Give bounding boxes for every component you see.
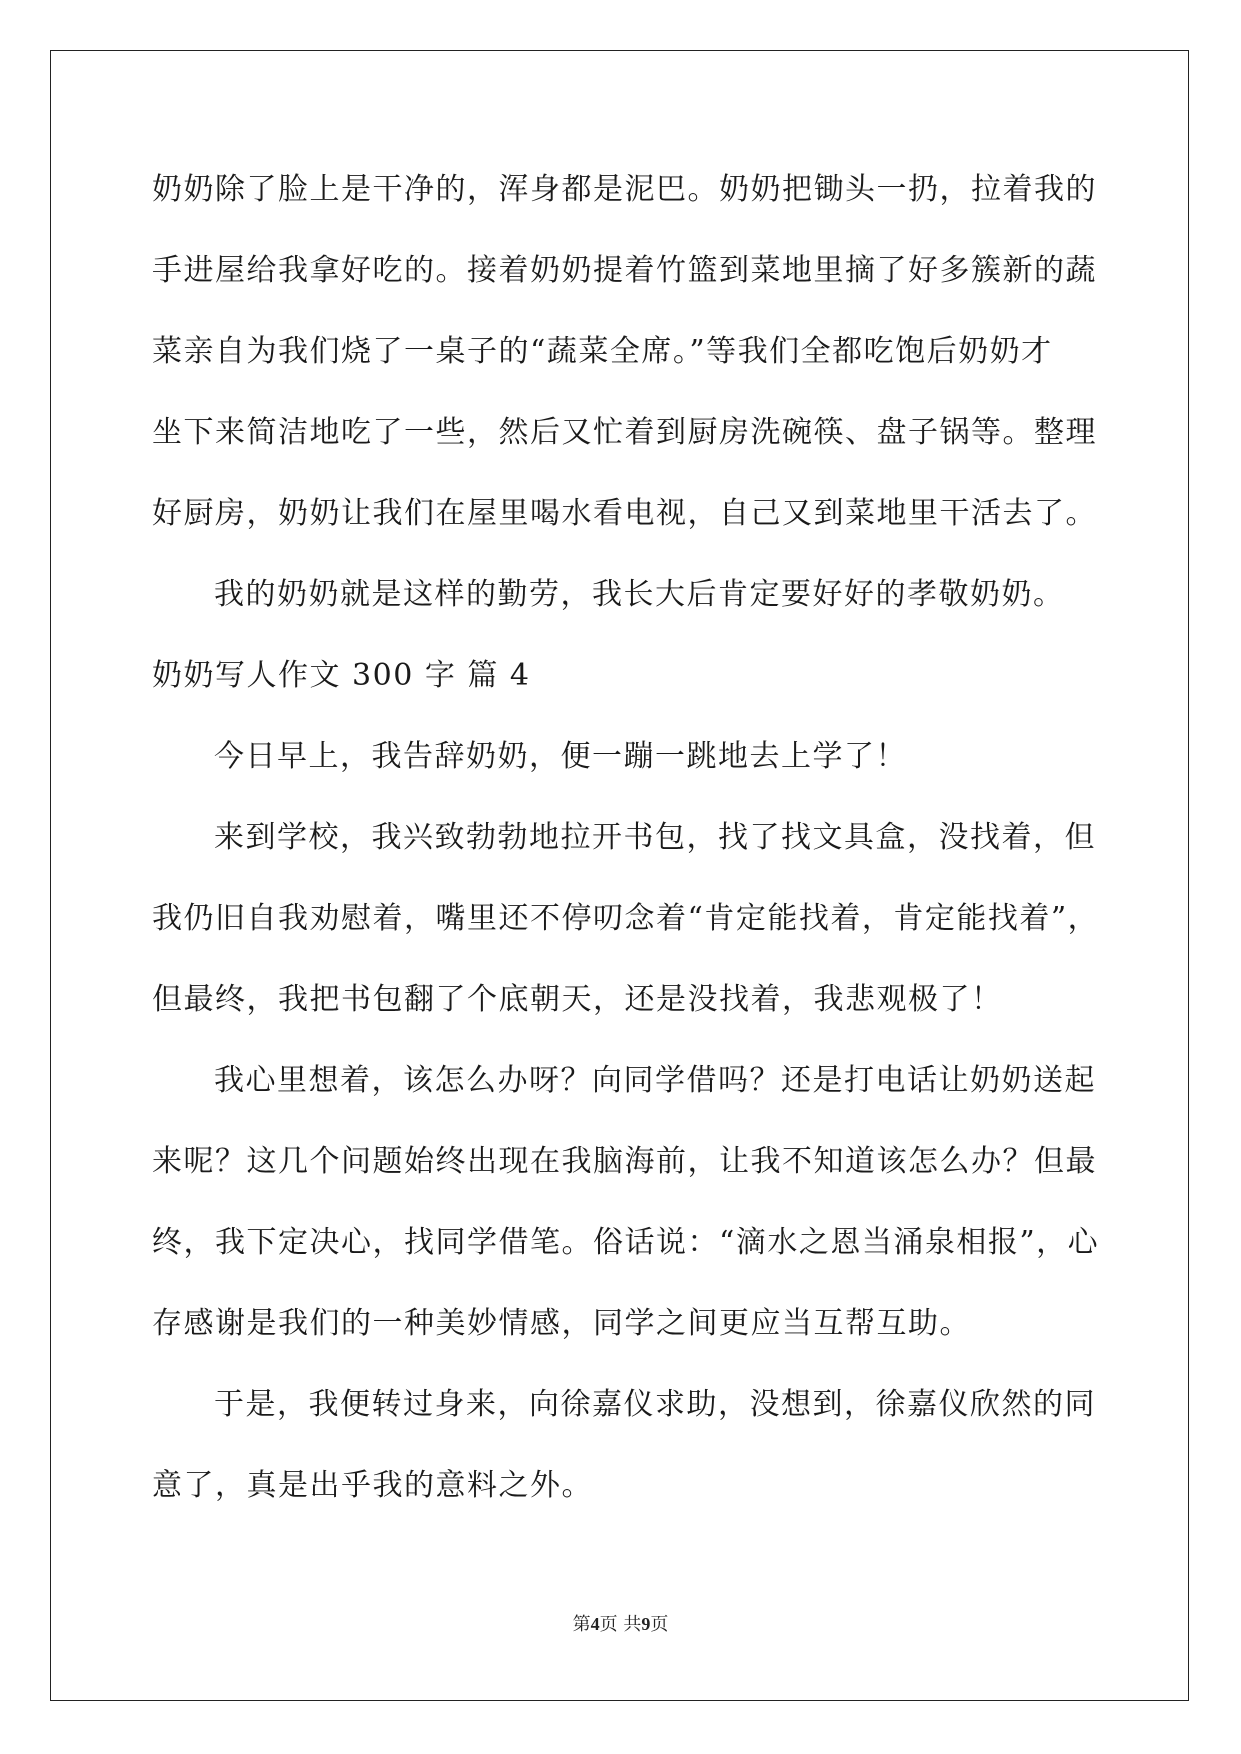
text-line: 意了，真是出乎我的意料之外。: [152, 1468, 593, 1503]
paragraph-line: 今日早上，我告辞奶奶，便一蹦一跳地去上学了！: [214, 739, 907, 774]
page-current: 4: [590, 1614, 600, 1634]
page-suffix: 页: [650, 1614, 669, 1635]
paragraph-line: 来到学校，我兴致勃勃地拉开书包，找了找文具盒，没找着，但: [214, 820, 1096, 855]
page-prefix: 第: [572, 1614, 591, 1635]
text-line: 手进屋给我拿好吃的。接着奶奶提着竹篮到菜地里摘了好多簇新的蔬: [152, 253, 1097, 288]
paragraph-line: 于是，我便转过身来，向徐嘉仪求助，没想到，徐嘉仪欣然的同: [214, 1387, 1096, 1422]
text-line: 我仍旧自我劝慰着，嘴里还不停叨念着“肯定能找着，肯定能找着”，: [152, 901, 1100, 936]
text-line: 存感谢是我们的一种美妙情感，同学之间更应当互帮互助。: [152, 1306, 971, 1341]
text-line: 好厨房，奶奶让我们在屋里喝水看电视，自己又到菜地里干活去了。: [152, 496, 1097, 531]
page-footer: [0, 1610, 1241, 1636]
text-line: 菜亲自为我们烧了一桌子的“蔬菜全席。”等我们全都吃饱后奶奶才: [152, 334, 1053, 369]
paragraph-line: 我的奶奶就是这样的勤劳，我长大后肯定要好好的孝敬奶奶。: [214, 577, 1065, 612]
page-mid: 页 共: [599, 1614, 642, 1635]
text-line: 但最终，我把书包翻了个底朝天，还是没找着，我悲观极了！: [152, 982, 1003, 1017]
paragraph-line: 我心里想着，该怎么办呀？向同学借吗？还是打电话让奶奶送起: [214, 1063, 1096, 1098]
text-line: 奶奶除了脸上是干净的，浑身都是泥巴。奶奶把锄头一扔，拉着我的: [152, 172, 1097, 207]
section-heading: 奶奶写人作文 300 字 篇 4: [152, 658, 531, 693]
text-line: 来呢？这几个问题始终出现在我脑海前，让我不知道该怎么办？但最: [152, 1144, 1097, 1179]
text-line: 终，我下定决心，找同学借笔。俗话说：“滴水之恩当涌泉相报”，心: [152, 1225, 1100, 1260]
text-line: 坐下来简洁地吃了一些，然后又忙着到厨房洗碗筷、盘子锅等。整理: [152, 415, 1097, 450]
page-total: 9: [641, 1614, 651, 1634]
document-body: [152, 160, 1102, 1537]
